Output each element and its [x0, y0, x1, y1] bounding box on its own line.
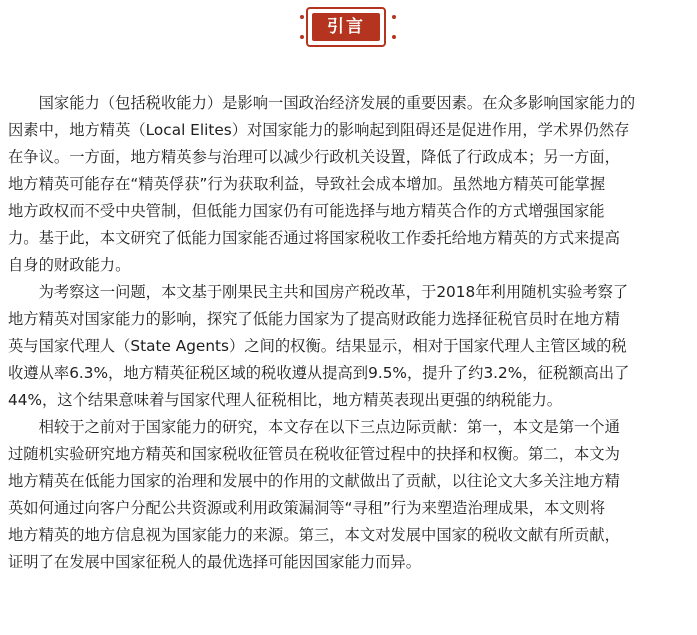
- section-title: 引言: [312, 13, 380, 41]
- text-line: 相较于之前对于国家能力的研究，本文存在以下三点边际贡献：第一，本文是第一个通: [8, 418, 620, 436]
- section-header: [0, 7, 697, 51]
- paragraph-3: [8, 414, 689, 576]
- paragraph-1: [8, 90, 689, 279]
- paragraph-2: [8, 279, 689, 414]
- text-line: 过随机实验研究地方精英和国家税收征管员在税收征管过程中的抉择和权衡。第二，本文为: [8, 445, 620, 463]
- text-line: 地方精英的地方信息视为国家能力的来源。第三，本文对发展中国家的税收文献有所贡献，: [8, 526, 620, 544]
- text-line: 因素中，地方精英（Local Elites）对国家能力的影响起到阻碍还是促进作用，学术界仍然存: [8, 121, 630, 139]
- text-line: 地方政权而不受中央管制，但低能力国家仍有可能选择与地方精英合作的方式增强国家能: [8, 202, 605, 220]
- text-line: 收遵从率6.3%，地方精英征税区域的税收遵从提高到9.5%，提升了约3.2%，征税额高出了: [8, 364, 630, 382]
- decor-dot-left-bottom: [300, 35, 304, 39]
- text-line: 地方精英可能存在“精英俘获”行为获取利益，导致社会成本增加。虽然地方精英可能掌握: [8, 175, 606, 193]
- decor-dot-left-top: [300, 15, 304, 19]
- text-line: 44%，这个结果意味着与国家代理人征税相比，地方精英表现出更强的纳税能力。: [8, 391, 563, 409]
- text-line: 英如何通过向客户分配公共资源或利用政策漏洞等“寻租”行为来塑造治理成果，本文则将: [8, 499, 606, 517]
- text-line: 地方精英对国家能力的影响，探究了低能力国家为了提高财政能力选择征税官员时在地方精: [8, 310, 620, 328]
- text-line: 英与国家代理人（State Agents）之间的权衡。结果显示，相对于国家代理人主管区域的税: [8, 337, 627, 355]
- text-line: 力。基于此，本文研究了低能力国家能否通过将国家税收工作委托给地方精英的方式来提高: [8, 229, 620, 247]
- text-line: 自身的财政能力。: [8, 256, 131, 274]
- decor-dot-right-top: [392, 15, 396, 19]
- text-line: 证明了在发展中国家征税人的最优选择可能因国家能力而异。: [8, 553, 422, 571]
- text-line: 国家能力（包括税收能力）是影响一国政治经济发展的重要因素。在众多影响国家能力的: [8, 94, 636, 112]
- text-line: 为考察这一问题，本文基于刚果民主共和国房产税改革，于2018年利用随机实验考察了: [8, 283, 629, 301]
- article-body: [8, 90, 689, 576]
- decor-dot-right-bottom: [392, 35, 396, 39]
- text-line: 地方精英在低能力国家的治理和发展中的作用的文献做出了贡献，以往论文大多关注地方精: [8, 472, 620, 490]
- section-title-badge: [306, 7, 386, 47]
- text-line: 在争议。一方面，地方精英参与治理可以减少行政机关设置，降低了行政成本；另一方面，: [8, 148, 620, 166]
